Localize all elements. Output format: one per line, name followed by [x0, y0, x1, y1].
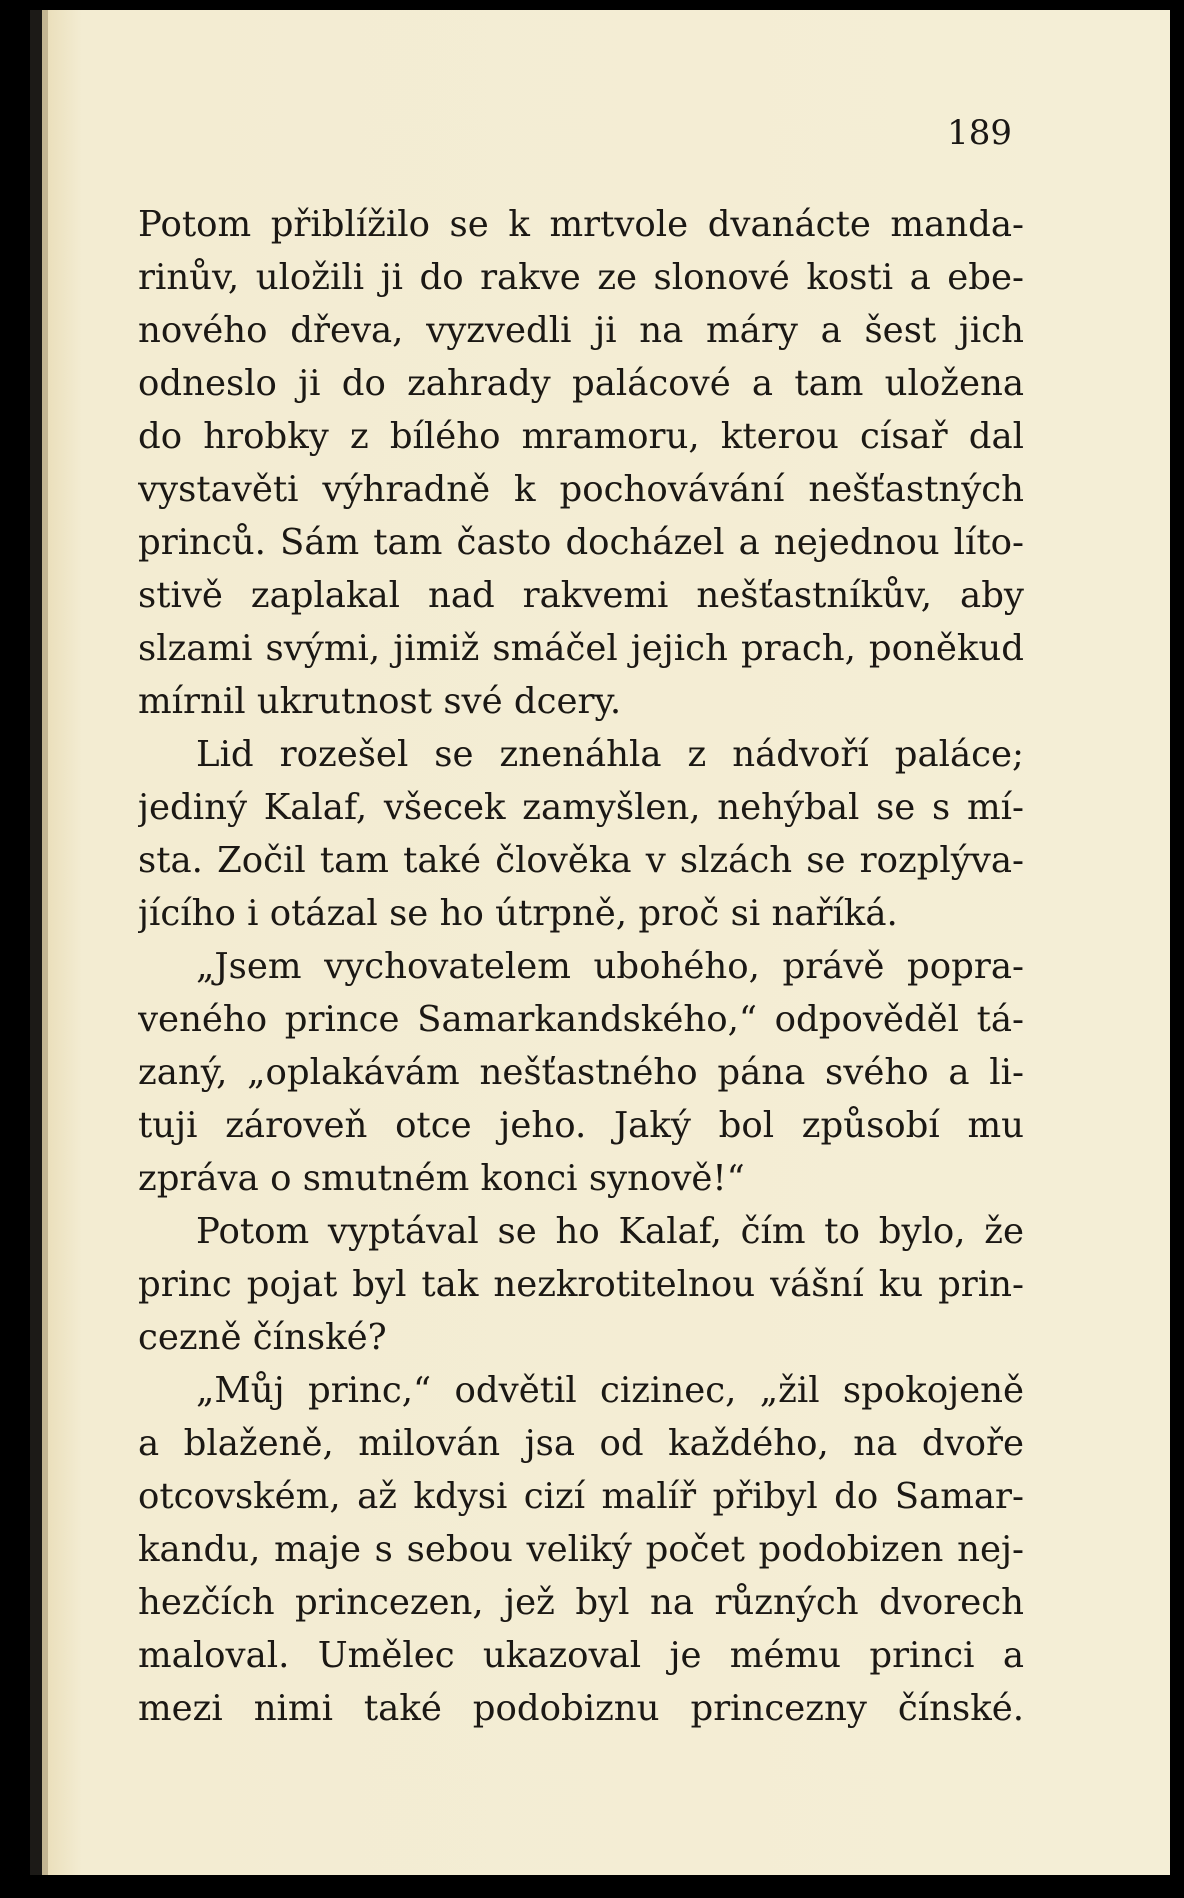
text-line: mezi nimi také podobiznu princezny čínské. — [138, 1688, 1024, 1729]
text-line: odneslo ji do zahrady palácové a tam uložena — [138, 363, 1024, 404]
text-line: tuji zároveň otce jeho. Jaký bol způsobí mu — [138, 1105, 1024, 1146]
text-line: princ pojat byl tak nezkrotitelnou vášní ku prin- — [138, 1264, 1024, 1305]
text-line: cezně čínské? — [138, 1317, 387, 1358]
text-line: „Jsem vychovatelem ubohého, právě popra- — [196, 946, 1024, 987]
text-line: Lid rozešel se znenáhla z nádvoří paláce; — [196, 734, 1024, 775]
text-line: Potom přiblížilo se k mrtvole dvanácte manda- — [138, 204, 1024, 245]
text-line: Potom vyptával se ho Kalaf, čím to bylo, že — [196, 1211, 1024, 1252]
text-line: rinův, uložili ji do rakve ze slonové kosti a ebe- — [138, 257, 1024, 298]
text-line: jícího i otázal se ho útrpně, proč si naříká. — [138, 893, 898, 934]
text-line: mírnil ukrutnost své dcery. — [138, 681, 622, 722]
text-line: kandu, maje s sebou veliký počet podobizen nej- — [138, 1529, 1024, 1570]
text-line: jediný Kalaf, všecek zamyšlen, nehýbal se s mí- — [138, 787, 1024, 828]
text-line: „Můj princ,“ odvětil cizinec, „žil spokojeně — [196, 1370, 1024, 1411]
text-line: sta. Zočil tam také člověka v slzách se rozplýva- — [138, 840, 1024, 881]
text-line: vystavěti výhradně k pochovávání nešťastných — [138, 469, 1024, 510]
text-line: zaný, „oplakávám nešťastného pána svého a li- — [138, 1052, 1024, 1093]
text-line: nového dřeva, vyzvedli ji na máry a šest jich — [138, 310, 1024, 351]
page-number: 189 — [947, 113, 1012, 153]
text-line: slzami svými, jimiž smáčel jejich prach, poněkud — [138, 628, 1024, 669]
text-line: veného prince Samarkandského,“ odpověděl tá- — [138, 999, 1024, 1040]
text-line: stivě zaplakal nad rakvemi nešťastníkův, aby — [138, 575, 1024, 616]
page-body-text — [138, 198, 1024, 1735]
text-line: hezčích princezen, jež byl na různých dvorech — [138, 1582, 1024, 1623]
text-line: princů. Sám tam často docházel a nejednou líto- — [138, 522, 1024, 563]
text-line: zpráva o smutném konci synově!“ — [138, 1158, 745, 1199]
text-line: maloval. Umělec ukazoval je mému princi a — [138, 1635, 1024, 1676]
book-page — [30, 10, 1170, 1875]
text-line: otcovském, až kdysi cizí malíř přibyl do Samar- — [138, 1476, 1024, 1517]
text-line: a blaženě, milován jsa od každého, na dvoře — [138, 1423, 1024, 1464]
page-spine-shadow — [42, 10, 48, 1875]
text-line: do hrobky z bílého mramoru, kterou císař dal — [138, 416, 1024, 457]
